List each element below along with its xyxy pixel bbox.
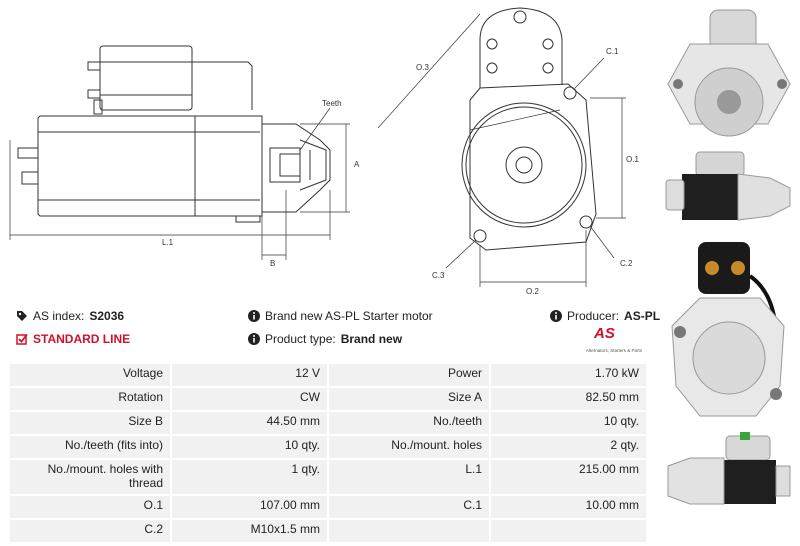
technical-drawing [0,0,655,300]
product-photo-top [660,432,798,512]
spec-label: C.2 [10,520,170,542]
side-view [10,46,350,260]
spec-row [10,520,646,542]
label-o2: O.2 [526,287,539,296]
label-b: B [270,259,276,268]
spec-row [10,364,646,386]
label-o1: O.1 [626,155,639,164]
spec-label: Voltage [10,364,170,386]
spec-value: CW [172,388,327,410]
label-a: A [354,160,360,169]
description [248,309,433,323]
spec-label: No./teeth (fits into) [10,436,170,458]
spec-value: 12 V [172,364,327,386]
product-type-value: Brand new [340,332,403,346]
spec-row [10,436,646,458]
spec-value [491,520,646,542]
producer [550,309,660,323]
label-c1: C.1 [606,47,619,56]
spec-row [10,388,646,410]
info-row-1 [16,309,661,327]
as-index-value: S2036 [89,309,125,323]
as-index [16,309,124,323]
standard-line [16,332,130,346]
spec-label: Rotation [10,388,170,410]
as-logo [586,325,650,359]
spec-value: 44.50 mm [172,412,327,434]
standard-line-label: STANDARD LINE [33,332,131,346]
spec-label: No./mount. holes with thread [10,460,170,494]
producer-label: Producer: [567,309,620,323]
specs-table [8,362,648,544]
logo-tagline: Alternators, Starters & Parts [586,348,643,353]
spec-row [10,412,646,434]
info-icon [550,310,562,322]
label-c3: C.3 [432,271,445,280]
spec-row [10,460,646,494]
spec-value: 1.70 kW [491,364,646,386]
label-l1: L.1 [162,238,174,247]
as-index-label: AS index: [33,309,85,323]
spec-value: 1 qty. [172,460,327,494]
product-photo-front [660,4,798,144]
spec-value: 107.00 mm [172,496,327,518]
spec-value: 10.00 mm [491,496,646,518]
spec-value: 215.00 mm [491,460,646,494]
spec-value: 10 qty. [172,436,327,458]
spec-label: O.1 [10,496,170,518]
spec-label [329,520,489,542]
info-row-2 [16,332,651,350]
spec-label: L.1 [329,460,489,494]
info-icon [248,310,260,322]
product-type-label: Product type: [265,332,336,346]
spec-label: Power [329,364,489,386]
checkbox-check-icon [16,333,28,345]
spec-row [10,496,646,518]
spec-label: Size B [10,412,170,434]
label-o3: O.3 [416,63,429,72]
product-photo-side [660,146,798,228]
spec-value: 2 qty. [491,436,646,458]
spec-label: No./mount. holes [329,436,489,458]
spec-value: M10x1.5 mm [172,520,327,542]
info-icon [248,333,260,345]
spec-label: C.1 [329,496,489,518]
label-c2: C.2 [620,259,633,268]
product-type [248,332,402,346]
tag-icon [16,310,28,322]
product-photo-rear [660,236,798,430]
logo-brand: AS [594,325,615,342]
spec-label: No./teeth [329,412,489,434]
spec-value: 10 qty. [491,412,646,434]
spec-label: Size A [329,388,489,410]
label-teeth: Teeth [322,99,342,108]
producer-value: AS-PL [624,309,661,323]
front-view [378,8,626,287]
description-text: Brand new AS-PL Starter motor [265,309,433,323]
spec-value: 82.50 mm [491,388,646,410]
